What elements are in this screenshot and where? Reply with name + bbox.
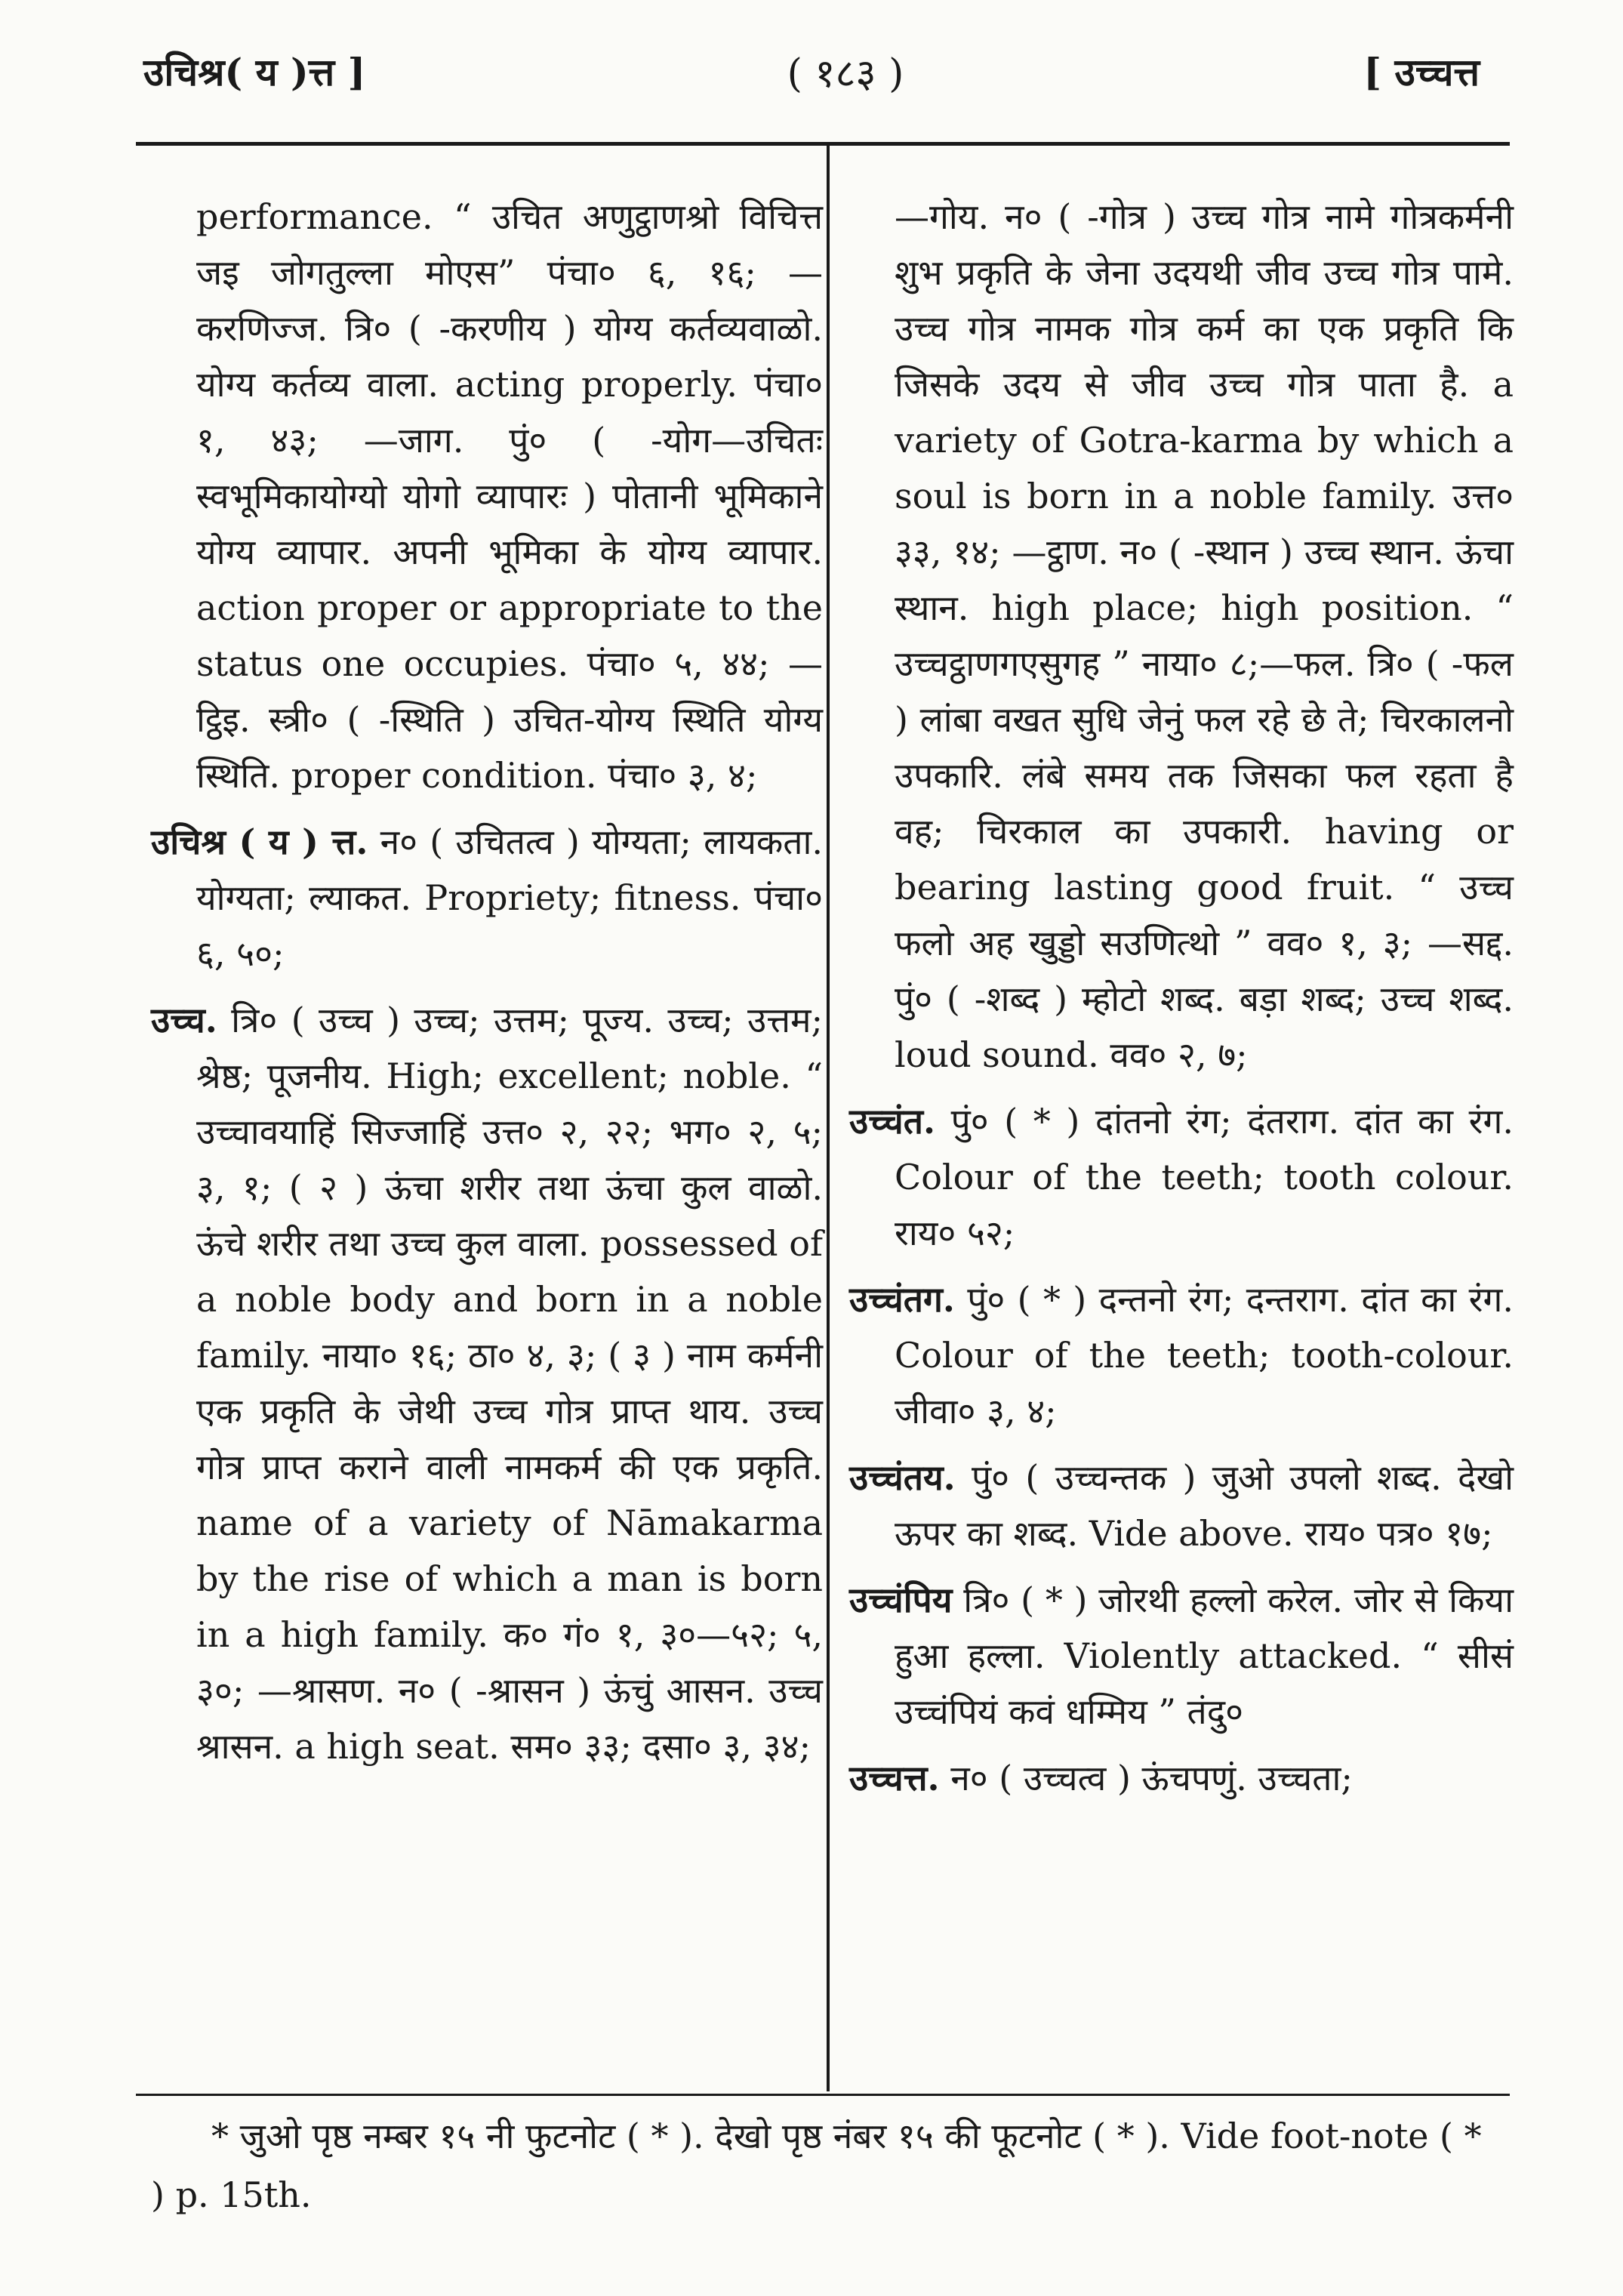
entry-headword: उच्चत्त. — [849, 1758, 940, 1798]
dictionary-entry — [151, 992, 823, 1774]
header-rule — [136, 142, 1510, 146]
entry-text: त्रि० ( * ) जोरथी हल्लो करेल. जोर से किया हुआ हल्ला. Violently attacked. “ सीसं उच्चंपियं कवं धम्मिय ” तंदु० — [895, 1579, 1514, 1732]
entry-text: न० ( उच्चत्व ) ऊंचपणुं. उच्चता; — [950, 1758, 1353, 1798]
footnote: * जुओ पृष्ठ नम्बर १५ नी फुटनोट ( * ). देखो पृष्ठ नंबर १५ की फूटनोट ( * ). Vide foot-note ( * ) p. 15th. — [151, 2116, 1482, 2215]
entry-headword: उच्चंतग. — [849, 1279, 955, 1320]
entry-text: पुं० ( उच्चन्तक ) जुओ उपलो शब्द. देखो ऊपर का शब्द. Vide above. राय० पत्र० १७; — [895, 1457, 1514, 1554]
entry-headword: उचिश्र ( य ) त्त. — [151, 821, 368, 862]
entry-headword: उच्च. — [151, 1000, 217, 1040]
dictionary-entry — [849, 1450, 1514, 1561]
left-column — [151, 189, 823, 1785]
dictionary-entry — [849, 1750, 1514, 1806]
entry-text: त्रि० ( उच्च ) उच्च; उत्तम; पूज्य. उच्च; उत्तम; श्रेष्ठ; पूजनीय. High; excellent; noble. “ उच्चावयाहिं सिज्जाहिं उत्त० २, २२; भग० २, ५; ३, १; ( २ ) ऊंचा शरीर तथा ऊंचा कुल वाळो. ऊंचे शरीर तथा उच्च कुल वाला. possessed of a noble body and born in a noble family. नाया० १६; ठा० ४, ३; ( ३ ) नाम कर्मनी एक प्रकृति के जेथी उच्च गोत्र प्राप्त थाय. उच्च गोत्र प्राप्त कराने वाली नामकर्म की एक प्रकृति. name of a variety of Nāmakarma by the rise of which a man is born in a high family. क० गं० १, ३०—५२; ५, ३०; —श्रासण. न० ( -श्रासन ) ऊंचुं आसन. उच्च श्रासन. a high seat. सम० ३३; दसा० ३, ३४; — [196, 1000, 823, 1767]
dictionary-entry — [151, 814, 823, 982]
column-divider — [827, 143, 830, 2091]
dictionary-entry — [151, 189, 823, 803]
entry-text: —गोय. न० ( -गोत्र ) उच्च गोत्र नामे गोत्रकर्मनी शुभ प्रकृति के जेना उदयथी जीव उच्च गोत्र पामे. उच्च गोत्र नामक गोत्र कर्म का एक प्रकृति कि जिसके उदय से जीव उच्च गोत्र पाता है. a variety of Gotra-karma by which a soul is born in a noble family. उत्त० ३३, १४; —ट्ठाण. न० ( -स्थान ) उच्च स्थान. ऊंचा स्थान. high place; high position. “ उच्चट्ठाणगएसुगह ” नाया० ८;—फल. त्रि० ( -फल ) लांबा वखत सुधि जेनुं फल रहे छे ते; चिरकालनो उपकारि. लंबे समय तक जिसका फल रहता है वह; चिरकाल का उपकारी. having or bearing lasting good fruit. “ उच्च फलो अह खुड्डो सउणित्थो ” वव० १, ३; —सद्द. पुं० ( -शब्द ) म्होटो शब्द. बड़ा शब्द; उच्च शब्द. loud sound. वव० २, ७; — [895, 196, 1514, 1075]
dictionary-entry — [849, 1271, 1514, 1439]
page-number: ( १८३ ) — [787, 51, 904, 97]
entry-headword: उच्चंत. — [849, 1101, 935, 1142]
running-head-left: उचिश्र( य )त्त ] — [143, 50, 366, 94]
entry-text: performance. “ उचित अणुट्ठाणश्रो विचित्त जइ जोगतुल्ला मोएस” पंचा० ६, १६; —करणिज्ज. त्रि० ( -करणीय ) योग्य कर्तव्यवाळो. योग्य कर्तव्य वाला. acting properly. पंचा० १, ४३; —जाग. पुं० ( -योग—उचितः स्वभूमिकायोग्यो योगो व्यापारः ) पोतानी भूमिकाने योग्य व्यापार. अपनी भूमिका के योग्य व्यापार. action proper or appropriate to the status one occupies. पंचा० ५, ४४; —ट्ठिइ. स्त्री० ( -स्थिति ) उचित-योग्य स्थिति योग्य स्थिति. proper condition. पंचा० ३, ४; — [196, 196, 823, 796]
entry-text: पुं० ( * ) दांतनो रंग; दंतराग. दांत का रंग. Colour of the teeth; tooth colour. राय० ५२; — [895, 1101, 1514, 1253]
dictionary-entry — [849, 1093, 1514, 1261]
footnote-rule — [136, 2094, 1510, 2096]
dictionary-entry — [849, 1572, 1514, 1740]
entry-headword: उच्चंपिय — [849, 1579, 953, 1620]
running-head-right: [ उच्चत्त — [1363, 50, 1480, 94]
entry-headword: उच्चंतय. — [849, 1457, 956, 1498]
dictionary-entry — [849, 189, 1514, 1083]
entry-text: न० ( उचितत्व ) योग्यता; लायकता. योग्यता; ल्याकत. Propriety; fitness. पंचा० ६, ५०; — [196, 821, 823, 974]
entry-text: पुं० ( * ) दन्तनो रंग; दन्तराग. दांत का रंग. Colour of the teeth; tooth-colour. जीवा० ३, ४; — [895, 1279, 1514, 1432]
right-column — [849, 189, 1514, 1817]
